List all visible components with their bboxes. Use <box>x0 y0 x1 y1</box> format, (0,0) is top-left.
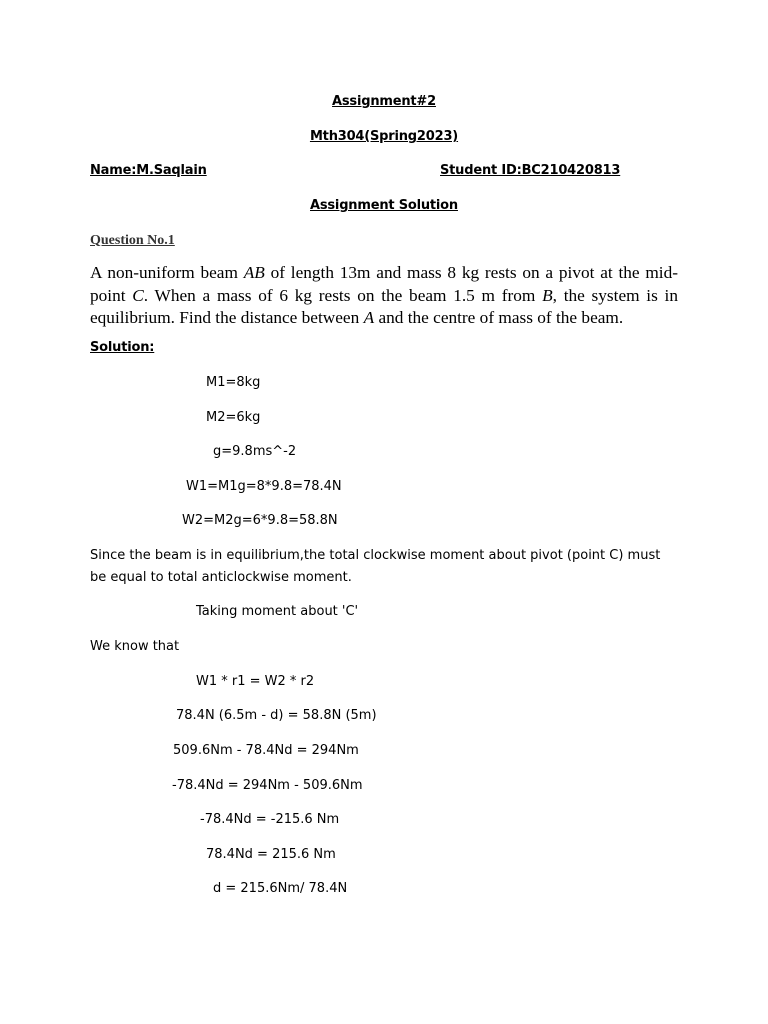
step-5: -78.4Nd = -215.6 Nm <box>200 812 340 827</box>
taking-moment-text: Taking moment about 'C' <box>196 604 359 619</box>
step-1: W1 * r1 = W2 * r2 <box>196 674 315 689</box>
student-id: Student ID:BC210420813 <box>440 163 621 178</box>
solution-label: Solution: <box>90 340 155 355</box>
given-w2: W2=M2g=6*9.8=58.8N <box>182 513 338 528</box>
given-m2: M2=6kg <box>206 410 261 425</box>
given-g: g=9.8ms^-2 <box>213 444 297 459</box>
explanation-paragraph: Since the beam is in equilibrium,the total clockwise moment about pivot (point C) must be equal to total anticlockwise moment. <box>90 548 661 585</box>
step-3: 509.6Nm - 78.4Nd = 294Nm <box>173 743 359 758</box>
question-label: Question No.1 <box>90 233 175 248</box>
given-m1: M1=8kg <box>206 375 261 390</box>
student-name: Name:M.Saqlain <box>90 163 207 178</box>
step-7: d = 215.6Nm/ 78.4N <box>213 881 348 896</box>
question-text: A non-uniform beam AB of length 13m and mass 8 kg rests on a pivot at the mid-point C. When a mass of 6 kg rests on the beam 1.5 m from B, the system is in equilibrium. Find the distance between A and the centre of mass of the beam. <box>90 263 679 327</box>
step-2: 78.4N (6.5m - d) = 58.8N (5m) <box>176 708 377 723</box>
given-w1: W1=M1g=8*9.8=78.4N <box>186 479 342 494</box>
step-6: 78.4Nd = 215.6 Nm <box>206 847 336 862</box>
step-4: -78.4Nd = 294Nm - 509.6Nm <box>172 778 363 793</box>
assignment-title: Assignment#2 <box>332 94 436 109</box>
solution-title: Assignment Solution <box>310 198 458 213</box>
we-know-text: We know that <box>90 639 180 654</box>
course-title: Mth304(Spring2023) <box>309 129 459 144</box>
